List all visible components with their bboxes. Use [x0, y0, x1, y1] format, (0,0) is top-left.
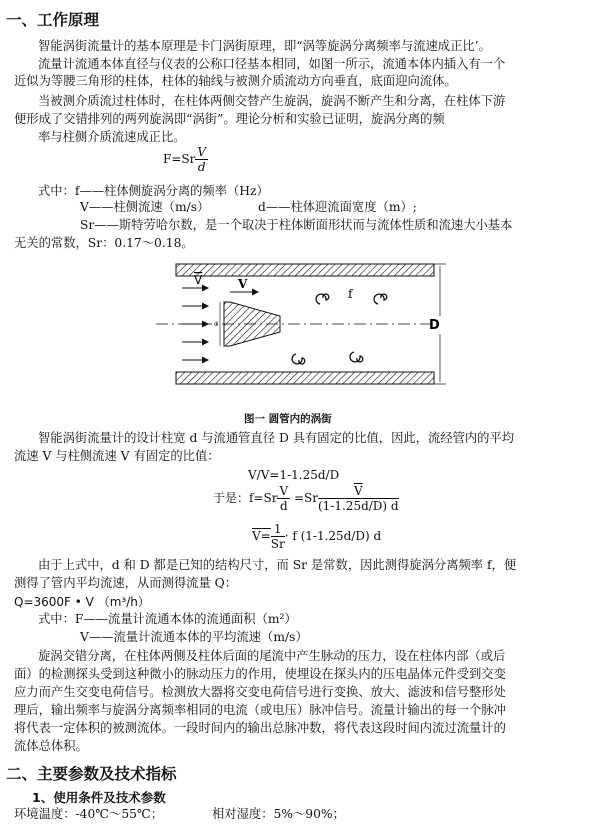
formula-den: d: [197, 160, 206, 174]
para5-line1: 旋涡交错分离，在柱体两侧及柱体后面的尾流中产生脉动的压力，设在柱体内部（或后: [38, 649, 506, 663]
label-side-velocity: V: [238, 277, 248, 291]
label-mean-velocity: V: [194, 273, 203, 287]
formula3-text: Q=3600F • V: [14, 595, 94, 609]
condition-temperature: 环境温度：-40℃～55℃；: [14, 807, 164, 821]
formula-lhs: F=Sr: [163, 152, 196, 166]
formula2-prefix: 于是：f=Sr: [213, 491, 278, 505]
formula-num: V: [197, 145, 207, 159]
para2-line1: 当被测介质流过柱体时，在柱体两侧交替产生旋涡，旋涡不断产生和分离，在柱体下游: [38, 94, 506, 108]
formula2-l3-rhs: · f (1-1.25d/D) d: [284, 529, 382, 543]
subsection-title-1: 1、使用条件及技术参数: [32, 790, 166, 805]
formula2-frac3-num: 1: [271, 522, 285, 537]
label-d-small: d: [214, 321, 218, 328]
formula2-frac2-num: $\overline{V}$: [318, 484, 399, 499]
para3-line1: 智能涡街流量计的设计柱宽 d 与流通管直径 D 具有固定的比值，因此，流经管内的平均: [38, 431, 515, 445]
vortex-pipe-figure: [150, 258, 450, 408]
pipe-bottom-wall: [176, 372, 434, 384]
formula2-frac3-den: Sr: [270, 537, 285, 551]
formula2-l3-lhs: V=: [252, 529, 271, 543]
figure-caption: 图一 圆管内的涡街: [244, 413, 332, 425]
para5-line4: 理后，输出频率与旋涡分离频率相同的电流（或电压）脉冲信号。流量计输出的每一个脉冲: [14, 703, 506, 717]
bluff-body: [224, 302, 280, 346]
formula3-unit: （m³/h）: [97, 595, 150, 609]
flow-arrows: [182, 288, 208, 360]
para5-line3: 应力而产生交变电荷信号。检测放大器将交变电荷信号进行变换、放大、滤波和信号整形处: [14, 685, 506, 699]
para5-line5: 将代表一定体积的被测流体。一段时间内的输出总脉冲数，将代表这段时间内流过流量计的: [14, 721, 506, 735]
para1-line1: 智能涡街流量计的基本原理是卡门涡街原理，即“涡等旋涡分离频率与流速成正比’。: [38, 39, 491, 53]
formula-frequency: [163, 145, 208, 174]
para5-line2: 面）的检测探头受到这种微小的脉动压力的作用，使埋设在探头内的压电晶体元件受到交变: [14, 667, 506, 681]
label-frequency: f: [348, 287, 353, 301]
defs2-line1: 式中：F——流量计流通本体的流通面积（m²）: [38, 612, 297, 626]
defs1-line2b: d——柱体迎流面宽度（m）;: [258, 200, 417, 214]
para2-line2: 便形成了交错排列的两列旋涡即“涡街”。理论分析和实验已证明，旋涡分离的频: [14, 112, 445, 126]
formula2-frac1-den: d: [279, 499, 288, 513]
defs1-line2a: V——柱侧流速（m/s）: [80, 200, 210, 214]
formula2-frac1-num: V: [279, 484, 289, 498]
para1-line2: 流量计流通本体直径与仪表的公称口径基本相同，如图一所示，流通本体内插入有一个: [38, 57, 506, 71]
defs1-line4: 无关的常数，Sr：0.17～0.18。: [14, 236, 194, 250]
formula-frequency-expanded: [213, 484, 399, 513]
para4-line2: 测得了管内平均流速，从而测得流量 Q：: [14, 576, 238, 590]
section-title-1: 一、工作原理: [6, 11, 100, 29]
defs1-line3: Sr——斯特劳哈尔数，是一个取决于柱体断面形状而与流体性质和流速大小基本: [80, 218, 513, 232]
pipe-top-wall: [176, 264, 434, 276]
para5-line6: 流体总体积。: [14, 739, 88, 753]
para4-line1: 由于上式中，d 和 D 都是已知的结构尺寸，而 Sr 是常数，因此测得旋涡分离频率 f，便: [38, 558, 517, 572]
formula2-frac2-den: (1-1.25d/D) d: [317, 499, 399, 513]
defs1-line1: 式中：f——柱体侧旋涡分离的频率（Hz）: [38, 184, 269, 198]
formula2-mid: =Sr: [293, 491, 318, 505]
para1-line3: 近似为等腰三角形的柱体，柱体的轴线与被测介质流动方向垂直，底面迎向流体。: [14, 74, 457, 88]
vortices: [292, 294, 387, 364]
label-D: D: [429, 318, 440, 333]
para2-line3: 率与柱侧介质流速成正比。: [38, 130, 186, 144]
formula-velocity-ratio: V/V=1-1.25d/D: [248, 468, 340, 482]
formula-flow-rate: [14, 593, 150, 610]
defs2-line2: V——流量计流通本体的平均流速（m/s）: [80, 630, 308, 644]
condition-humidity: 相对湿度：5%～90%；: [212, 807, 345, 821]
section-title-2: 二、主要参数及技术指标: [6, 765, 177, 783]
para3-line2: 流速 V 与柱侧流速 V 有固定的比值：: [14, 449, 220, 463]
formula-mean-velocity: [252, 522, 381, 551]
